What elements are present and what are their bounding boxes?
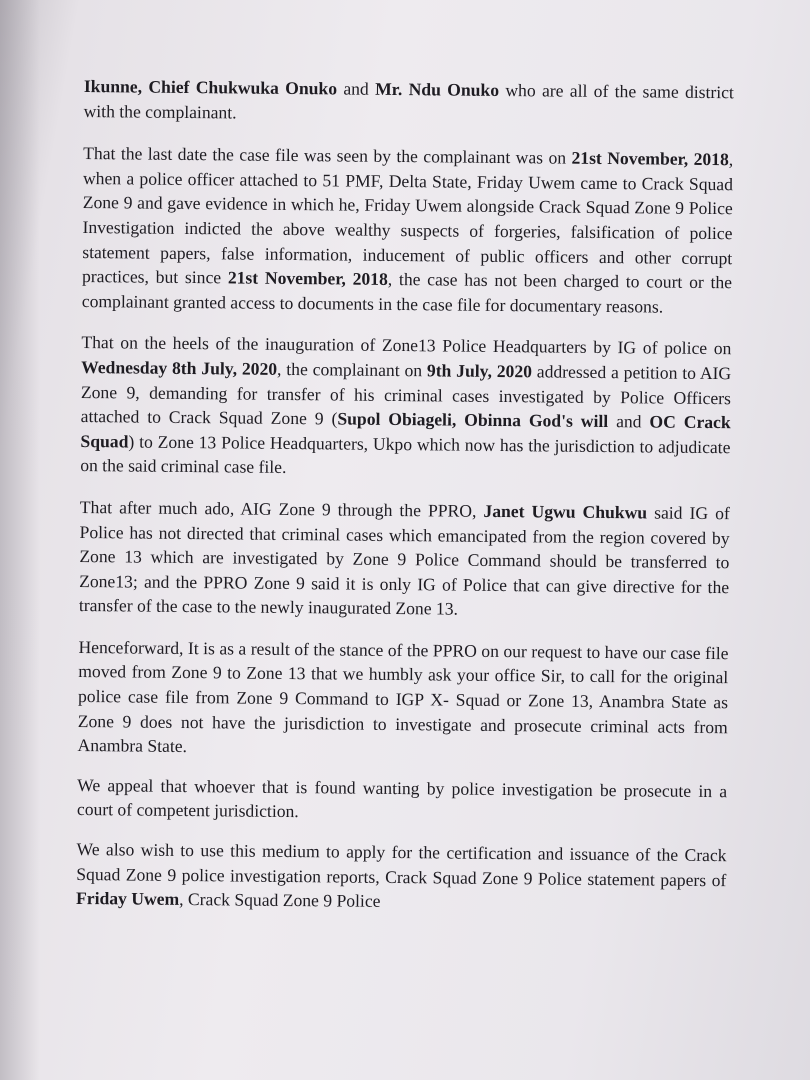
text-run: , the complainant on	[277, 358, 428, 381]
text-run: , when a police officer attached to 51 PMF, Delta State, Friday Uwem came to Crack Squad Zone 9 and gave evidence in which he, Friday Uwem alongside Crack Squad Zone 9 Police Investigation indicted the above wealthy suspects of forgeries, falsification of police statement papers, false information, inducement of public officers and other corrupt practices, but since	[81, 149, 734, 288]
text-run: and	[336, 78, 376, 99]
text-run: We appeal that whoever that is found wanting by police investigation be prosecute in a court of competent jurisdiction.	[76, 774, 728, 822]
text-run: We also wish to use this medium to apply for the certification and issuance of the Crack Squad Zone 9 police investigation reports, Crack Squad Zone 9 Police statement papers of	[76, 838, 727, 890]
paragraph-5	[77, 635, 728, 764]
paragraph-2	[82, 141, 734, 319]
bold-text-run: Ikunne, Chief Chukwuka Onuko	[83, 75, 338, 99]
bold-text-run: 21st November, 2018	[571, 147, 729, 170]
text-run: ) to Zone 13 Police Headquarters, Ukpo which now has the jurisdiction to adjudicate on the said criminal case file.	[80, 431, 731, 478]
text-run: , the case has not been charged to court or the complainant granted access to documents in the case file for documentary reasons.	[81, 269, 733, 317]
text-run: , Crack Squad Zone 9 Police	[179, 889, 381, 912]
bold-text-run: Wednesday 8th July, 2020	[81, 356, 278, 379]
text-run: who are all of the same district with the complainant.	[83, 79, 734, 123]
bold-text-run: 21st November, 2018	[227, 267, 388, 290]
page-edge-shadow	[0, 0, 40, 1080]
paragraph-1	[84, 74, 734, 129]
bold-text-run: Janet Ugwu Chukwu	[483, 500, 648, 523]
paragraph-4	[79, 495, 730, 624]
paragraph-3	[80, 330, 731, 484]
bold-text-run: Supol Obiageli, Obinna God's will	[337, 408, 609, 432]
paragraph-7	[76, 837, 727, 917]
bold-text-run: Mr. Ndu Onuko	[375, 78, 500, 100]
text-run: That after much ado, AIG Zone 9 through the PPRO,	[79, 496, 484, 521]
bold-text-run: 9th July, 2020	[426, 360, 533, 382]
bold-text-run: Friday Uwem	[75, 888, 180, 910]
document-page	[76, 74, 734, 933]
text-run: addressed a petition to AIG Zone 9, demanding for transfer of his criminal cases investigated by Police Officers attached to Crack Squad Zone 9 (	[80, 361, 732, 429]
text-run: That on the heels of the inauguration of Zone13 Police Headquarters by IG of police on	[81, 332, 732, 359]
bold-text-run: OC Crack Squad	[80, 411, 731, 452]
paragraph-6	[77, 773, 727, 828]
text-run: said IG of Police has not directed that criminal cases which emancipated from the region covered by Zone 13 which are investigated by Zone 9 Police Command should be transferred to Zone13; and the PPRO Zone 9 said it is only IG of Police that can give directive for the transfer of the case to the newly inaugurated Zone 13.	[78, 502, 730, 619]
text-run: and	[608, 411, 650, 432]
text-run: Henceforward, It is as a result of the stance of the PPRO on our request to have our case file moved from Zone 9 to Zone 13 that we humbly ask your office Sir, to call for the original police case file from Zone 9 Command to IGP X- Squad or Zone 13, Anambra State as Zone 9 does not have the jurisdiction to investigate and prosecute criminal acts from Anambra State.	[77, 636, 729, 757]
text-run: That the last date the case file was seen by the complainant was on	[83, 143, 572, 168]
